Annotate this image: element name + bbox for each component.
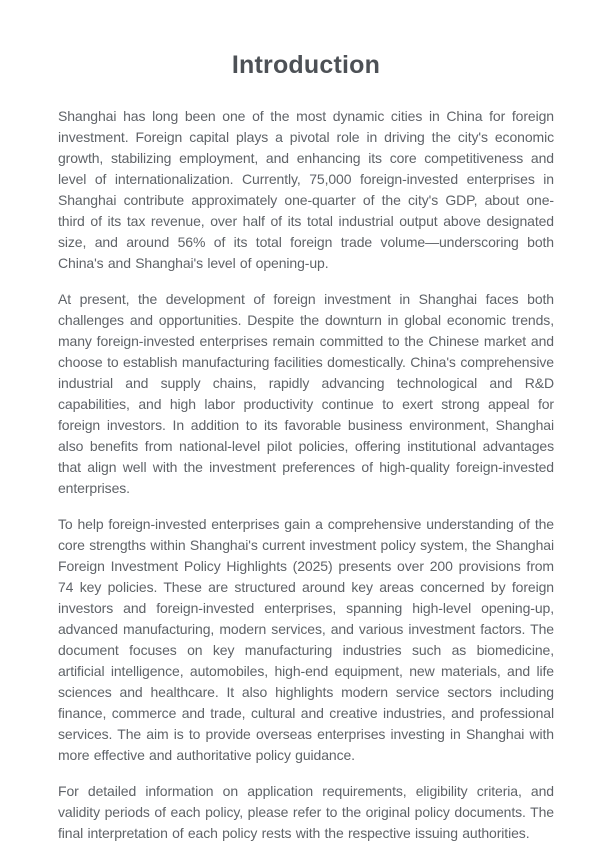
paragraph-policy-highlights: To help foreign-invested enterprises gain a comprehensive understanding of the core strengths within Shanghai's current investment policy system, the Shanghai Foreign Investment Policy Highlights (2025) presents over 200 provisions from 74 key policies. These are structured around key areas concerned by foreign investors and foreign-invested enterprises, spanning high-level opening-up, advanced manufacturing, modern services, and various investment factors. The document focuses on key manufacturing industries such as biomedicine, artificial intelligence, automobiles, high-end equipment, new materials, and life sciences and healthcare. It also highlights modern service sectors including finance, commerce and trade, cultural and creative industries, and professional services. The aim is to provide overseas enterprises investing in Shanghai with more effective and authoritative policy guidance.	[58, 516, 554, 763]
paragraph-challenges-opportunities: At present, the development of foreign investment in Shanghai faces both challenges and opportunities. Despite the downturn in global economic trends, many foreign-invested enterprises remain committed to the Chinese market and choose to establish manufacturing facilities domestically. China's comprehensive industrial and supply chains, rapidly advancing technological and R&D capabilities, and high labor productivity continue to exert strong appeal for foreign investors. In addition to its favorable business environment, Shanghai also benefits from national-level pilot policies, offering institutional advantages that align well with the investment preferences of high-quality foreign-invested enterprises.	[58, 291, 554, 496]
paragraph-overview: Shanghai has long been one of the most dynamic cities in China for foreign investment. Foreign capital plays a pivotal role in driving the city's economic growth, stabilizing employment, and enhancing its core competitiveness and level of internationalization. Currently, 75,000 foreign-invested enterprises in Shanghai contribute approximately one-quarter of the city's GDP, about one-third of its tax revenue, over half of its total industrial output above designated size, and around 56% of its total foreign trade volume—underscoring both China's and Shanghai's level of opening-up.	[58, 108, 554, 271]
page-title: Introduction	[231, 51, 381, 79]
paragraph-disclaimer: For detailed information on application requirements, eligibility criteria, and validity periods of each policy, please refer to the original policy documents. The final interpretation of each policy rests with the respective issuing authorities.	[58, 783, 554, 841]
